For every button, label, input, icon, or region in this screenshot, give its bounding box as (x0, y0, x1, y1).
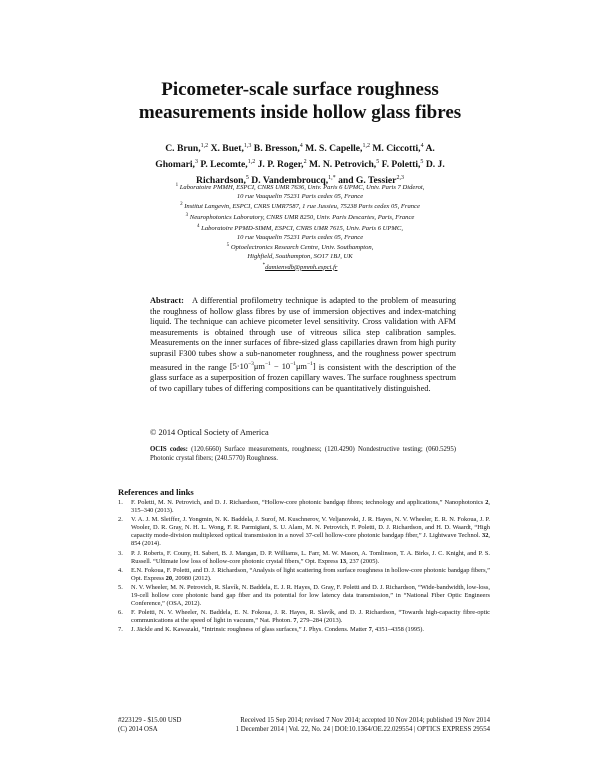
affiliation: $^2$ Institut Langevin, ESPCI, CNRS UMR7587, 1 rue Jussieu, 75238 Paris cedex 05, France (180, 202, 420, 211)
author: D. Vandembroucq,$^{1,*}$ (251, 174, 336, 186)
page-footer (118, 716, 490, 734)
footer-citation: 1 December 2014 | Vol. 22, No. 24 | DOI:10.1364/OE.22.029554 | OPTICS EXPRESS 29554 (235, 726, 490, 733)
author: M. Ciccotti,$^4$ (372, 143, 424, 155)
footer-row (118, 716, 490, 725)
reference-item: 5. N. V. Wheeler, M. N. Petrovich, R. Slavík, N. Baddela, E. J. R. Hayes, D. Gray, F. Poletti and D. J. Richardson, “Wide-bandwidth, low-loss, 19-cell hollow core photonic band gap fiber and its potential for low latency data transmission,” in “National Fiber Optic Engineers Conference,” (OSA, 2012). (118, 583, 490, 608)
affiliation: $^4$ Laboratoire PPMD-SIMM, ESPCI, CNRS UMR 7615, Univ. Paris 6 UPMC, 10 rue Vauquelin 75231 Paris cedex 05, France (197, 223, 403, 241)
paper-title (100, 78, 500, 124)
author: P. Lecomte,$^{1,2}$ (200, 158, 256, 170)
abstract-range: $[5\cdot 10^{-3}\mu m^{-1} - 10^{-1}\mu m^{-1}]$ (229, 361, 316, 372)
references-list (118, 499, 490, 636)
ocis-text: (120.6660) Surface measurements, roughness; (120.4290) Nondestructive testing; (060.5295) Photonic crystal fibers; (240.5770) Roughness. (150, 446, 456, 462)
affiliation: $^5$ Optoelectronics Research Centre, Univ. Southampton, Highfield, Southampton, SO17 1BJ, UK (226, 243, 374, 261)
copyright: © 2014 Optical Society of America (150, 428, 269, 437)
footer-price: #223129 - $15.00 USD (118, 717, 182, 724)
author: A. Ghomari,$^3$ (155, 143, 435, 170)
abstract-label: Abstract: (150, 296, 184, 305)
reference-item: 6. F. Poletti, N. V. Wheeler, N. Baddela, E. N. Fokoua, J. R. Hayes, R. Slavík, and D. J. Richardson, “Towards high-capacity fibre-optic communications at the speed of light in vacuum,” Nat. Photon. 7, 279–284 (2013). (118, 609, 490, 625)
references-heading: References and links (118, 487, 194, 497)
author: D. J. Richardson,$^5$ (196, 158, 445, 186)
abstract (150, 296, 456, 394)
reference-item: 1. F. Poletti, M. N. Petrovich, and D. J. Richardson, “Hollow-core photonic bandgap fibres; technology and applications,” Nanophotonics 2, 315–340 (2013). (118, 499, 490, 515)
affiliations (165, 182, 435, 272)
affiliation: $^3$ Neurophotonics Laboratory, CNRS UMR 8250, Univ. Paris Descartes, Paris, France (185, 213, 415, 222)
author-list (150, 140, 450, 187)
footer-copyright: (C) 2014 OSA (118, 726, 158, 733)
footer-row (118, 725, 490, 734)
author: M. S. Capelle,$^{1,2}$ (305, 143, 370, 155)
author: J. P. Roger,$^2$ (257, 158, 307, 170)
ocis-codes (150, 446, 456, 463)
title-line: measurements inside hollow glass fibres (138, 102, 462, 123)
author: F. Poletti,$^5$ (381, 158, 424, 170)
ocis-label: OCIS codes: (150, 446, 188, 453)
reference-item: 7. J. Jäckle and K. Kawazaki, “Intrinsic roughness of glass surfaces,” J. Phys. Condens. Matter 7, 4351–4358 (1995). (118, 626, 425, 634)
title-line: Picometer-scale surface roughness (161, 79, 439, 100)
abstract-text: A differential profilometry technique is adapted to the problem of measuring the roughness of hollow glass fibres by use of immersion objectives and index-matching liquid. The technique can achieve picometer level sensitivity. Cross validation with AFM measurements is obtained through use of vitreous silica step calibration samples. Measurements on the inner surfaces of fibre-sized glass capillaries drawn from high purity suprasil F300 tubes show a sub-nanometer roughness, and the roughness power spectrum measured in the range (150, 296, 456, 372)
author: and G. Tessier$^{2,3}$ (338, 174, 404, 186)
corresponding-email[interactable]: *damienvdb@pmmh.espci.fr (262, 262, 338, 271)
reference-item: 2. V. A. J. M. Sleiffer, J. Yongmin, N. K. Baddela, J. Surof, M. Kuschnerov, V. Veljanovski, J. R. Hayes, N. V. Wheeler, E. R. N. Fokoua, J. P. Wooler, D. R. Gray, N. H. L. Wong, F. R. Parmigiani, S. U. Alam, M. N. Petrovich, F. Poletti, D. J. Richardson, and H. D. Waardt, “High capacity mode-division multiplexed optical transmission in a novel 37-cell hollow-core photonic bandgap fiber,” J. Lightwave Technol. 32, 854 (2014). (118, 516, 490, 548)
author: M. N. Petrovich,$^5$ (308, 158, 380, 170)
footer-dates: Received 15 Sep 2014; revised 7 Nov 2014; accepted 10 Nov 2014; published 19 Nov 2014 (240, 717, 490, 724)
reference-item: 4. E.N. Fokoua, F. Poletti, and D. J. Richardson, “Analysis of light scattering from surface roughness in hollow-core photonic bandgap fibers,” Opt. Express 20, 20980 (2012). (118, 566, 490, 582)
affiliation: $^1$ Laboratoire PMMH, ESPCI, CNRS UMR 7636, Univ. Paris 6 UPMC, Univ. Paris 7 Diderot, 10 rue Vauquelin 75231 Paris cedex 05, France (175, 183, 425, 200)
author: C. Brun,$^{1,2}$ (165, 143, 209, 155)
author: B. Bresson,$^4$ (253, 143, 303, 155)
author: X. Buet,$^{1,3}$ (210, 143, 252, 155)
abstract-text: is consistent with the description of the glass surface as a superposition of frozen capillary waves. The surface roughness spectrum of two capillary tubes of differing compositions can be quantitatively distinguished. (150, 362, 456, 393)
reference-item: 3. P. J. Roberts, F. Couny, H. Sabert, B. J. Mangan, D. P. Williams, L. Farr, M. W. Mason, A. Tomlinson, T. A. Birks, J. C. Knight, and P. S. Russell. “Ultimate low loss of hollow-core photonic crystal fibers,” Opt. Express 13, 237 (2005). (118, 549, 490, 565)
